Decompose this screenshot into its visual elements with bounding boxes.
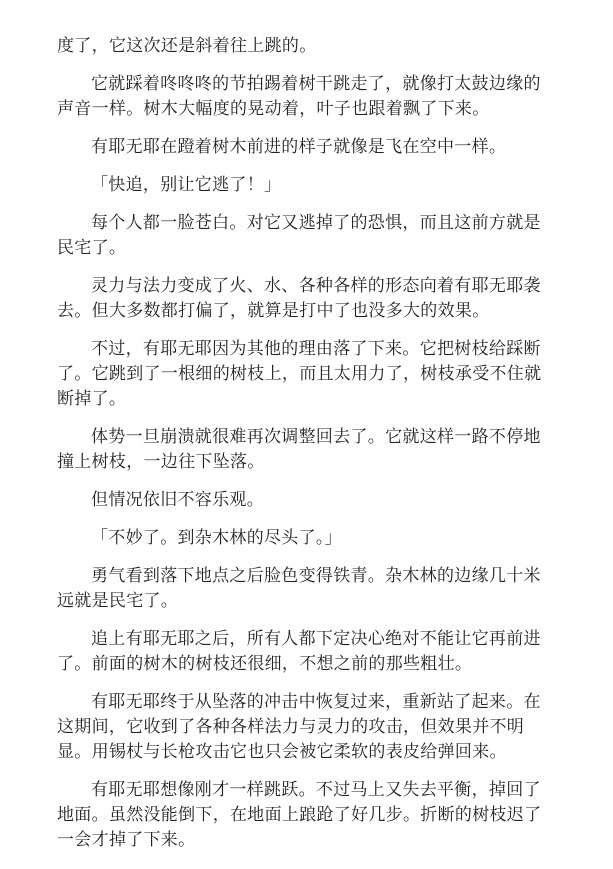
dialogue-line: 「快追，别让它逃了！」	[91, 175, 282, 195]
paragraph: 不过，有耶无耶因为其他的理由落了下来。它把树枝给踩断了。它跳到了一根细的树枝上，而且太用力了，树枝承受不住就断掉了。	[57, 339, 542, 409]
paragraph: 追上有耶无耶之后，所有人都下定决心绝对不能让它再前进了。前面的树木的树枝还很细，不想之前的那些粗壮。	[57, 629, 541, 674]
paragraph: 它就踩着咚咚咚的节拍踢着树干跳走了，就像打太鼓边缘的声音一样。树木大幅度的晃动着，叶子也跟着飘了下来。	[57, 74, 541, 119]
paragraph: 每个人都一脸苍白。对它又逃掉了的恐惧，而且这前方就是民宅了。	[57, 213, 541, 258]
dialogue-line: 「不妙了。到杂木林的尽头了。」	[91, 528, 342, 548]
paragraph: 有耶无耶在蹬着树木前进的样子就像是飞在空中一样。	[91, 137, 507, 157]
paragraph: 有耶无耶想像刚才一样跳跃。不过马上又失去平衡，掉回了地面。虽然没能倒下，在地面上踉跄了好几步。折断的树枝迟了一会才掉了下来。	[57, 780, 542, 850]
paragraph: 有耶无耶终于从坠落的冲击中恢复过来，重新站了起来。在这期间，它收到了各种各样法力与灵力的攻击，但效果并不明显。用锡杖与长枪攻击它也只会被它柔软的表皮给弹回来。	[57, 692, 541, 762]
document-body	[57, 34, 553, 853]
paragraph: 灵力与法力变成了火、水、各种各样的形态向着有耶无耶袭去。但大多数都打偏了，就算是打中了也没多大的效果。	[57, 276, 541, 321]
paragraph: 但情况依旧不容乐观。	[91, 490, 264, 510]
paragraph: 勇气看到落下地点之后脸色变得铁青。杂木林的边缘几十米远就是民宅了。	[57, 566, 541, 611]
paragraph-continuation: 度了，它这次还是斜着往上跳的。	[57, 36, 317, 56]
paragraph: 体势一旦崩溃就很难再次调整回去了。它就这样一路不停地撞上树枝，一边往下坠落。	[57, 427, 541, 472]
